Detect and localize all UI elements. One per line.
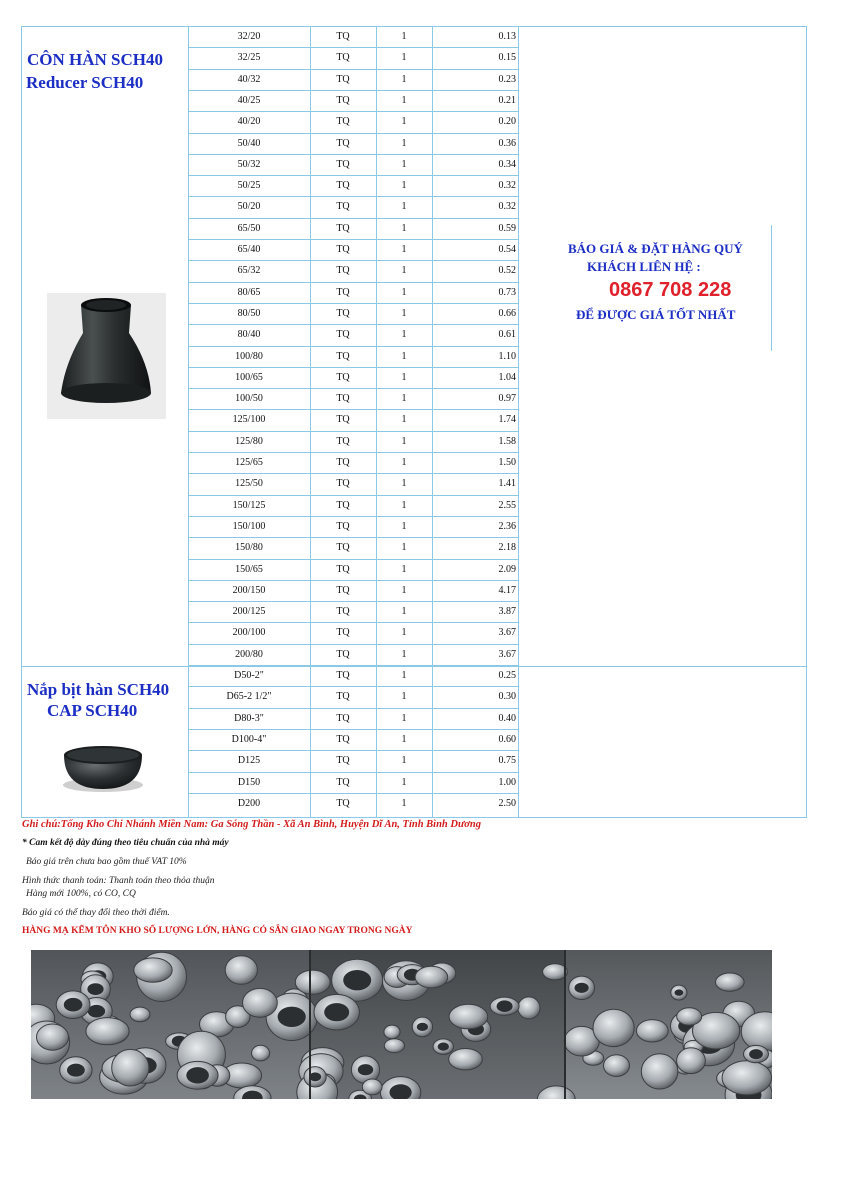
- weight-cell: 2.55: [498, 500, 516, 511]
- weight-cell: 2.50: [498, 798, 516, 809]
- weight-cell: 2.09: [498, 564, 516, 575]
- fitting-opening: [749, 1049, 763, 1059]
- weight-cell: 0.13: [498, 31, 516, 42]
- size-cell: 100/80: [235, 351, 263, 362]
- reducer-subtitle: Reducer SCH40: [26, 73, 144, 92]
- origin-cell: TQ: [336, 116, 350, 127]
- origin-cell: TQ: [336, 372, 350, 383]
- size-cell: D65-2 1/2": [226, 691, 272, 702]
- qty-cell: 1: [401, 713, 407, 724]
- weight-cell: 1.74: [498, 414, 516, 425]
- fitting-opening: [67, 1064, 85, 1077]
- fitting-shape: [384, 1025, 400, 1039]
- qty-cell: 1: [401, 414, 407, 425]
- fitting-opening: [324, 1003, 349, 1021]
- qty-cell: 1: [401, 521, 407, 532]
- fitting-opening: [675, 989, 684, 995]
- origin-cell: TQ: [336, 734, 350, 745]
- weight-cell: 1.50: [498, 457, 516, 468]
- origin-cell: TQ: [336, 627, 350, 638]
- size-cell: 50/40: [237, 138, 261, 149]
- fitting-opening: [87, 983, 103, 995]
- origin-cell: TQ: [336, 436, 350, 447]
- fitting-shape: [604, 1055, 630, 1077]
- size-cell: D150: [237, 777, 261, 788]
- weight-cell: 0.20: [498, 116, 516, 127]
- size-cell: 150/100: [232, 521, 266, 532]
- size-cell: 150/65: [235, 564, 263, 575]
- weight-cell: 0.60: [498, 734, 516, 745]
- size-cell: 125/80: [235, 436, 263, 447]
- weight-cell: 0.61: [498, 329, 516, 340]
- qty-cell: 1: [401, 755, 407, 766]
- weight-cell: 0.36: [498, 138, 516, 149]
- fitting-shape: [449, 1049, 483, 1070]
- qty-cell: 1: [401, 478, 407, 489]
- weight-cell: 2.36: [498, 521, 516, 532]
- fitting-shape: [593, 1009, 634, 1046]
- qty-cell: 1: [401, 31, 407, 42]
- origin-cell: TQ: [336, 414, 350, 425]
- qty-cell: 1: [401, 649, 407, 660]
- fitting-opening: [497, 1000, 513, 1012]
- qty-cell: 1: [401, 138, 407, 149]
- origin-cell: TQ: [336, 564, 350, 575]
- size-cell: 100/65: [235, 372, 263, 383]
- black-steel-reducer-icon: [47, 293, 166, 419]
- size-cell: 50/25: [237, 180, 261, 191]
- cap-title: Nắp bịt hàn SCH40: [27, 680, 170, 699]
- origin-cell: TQ: [336, 351, 350, 362]
- qty-cell: 1: [401, 777, 407, 788]
- size-cell: 125/100: [232, 414, 266, 425]
- origin-cell: TQ: [336, 287, 350, 298]
- origin-cell: TQ: [336, 649, 350, 660]
- contact-line1: BÁO GIÁ & ĐẶT HÀNG QUÝ: [568, 241, 743, 256]
- origin-cell: TQ: [336, 180, 350, 191]
- size-cell: 50/20: [237, 201, 261, 212]
- weight-cell: 0.34: [498, 159, 516, 170]
- qty-cell: 1: [401, 734, 407, 745]
- new-goods-note: Hàng mới 100%, có CO, CQ: [26, 889, 136, 899]
- fitting-shape: [415, 966, 448, 988]
- fitting-shape: [384, 1039, 404, 1053]
- fitting-shape: [112, 1049, 149, 1086]
- origin-cell: TQ: [336, 798, 350, 809]
- origin-cell: TQ: [336, 777, 350, 788]
- size-cell: 65/40: [237, 244, 261, 255]
- qty-cell: 1: [401, 691, 407, 702]
- origin-cell: TQ: [336, 138, 350, 149]
- fitting-shape: [37, 1024, 69, 1050]
- size-cell: 65/50: [237, 223, 261, 234]
- size-cell: 80/40: [237, 329, 261, 340]
- qty-cell: 1: [401, 351, 407, 362]
- origin-cell: TQ: [336, 31, 350, 42]
- origin-cell: TQ: [336, 159, 350, 170]
- size-cell: 125/65: [235, 457, 263, 468]
- origin-cell: TQ: [336, 201, 350, 212]
- weight-cell: 3.87: [498, 606, 516, 617]
- weight-cell: 1.10: [498, 351, 516, 362]
- fitting-opening: [438, 1043, 449, 1051]
- fitting-shape: [636, 1020, 668, 1042]
- fitting-shape: [225, 956, 257, 985]
- weight-cell: 0.15: [498, 52, 516, 63]
- weight-cell: 0.52: [498, 265, 516, 276]
- origin-cell: TQ: [336, 670, 350, 681]
- qty-cell: 1: [401, 265, 407, 276]
- qty-cell: 1: [401, 180, 407, 191]
- origin-cell: TQ: [336, 691, 350, 702]
- payment-note: Hình thức thanh toán: Thanh toán theo thỏa thuận: [22, 876, 215, 886]
- size-cell: D200: [237, 798, 261, 809]
- fitting-opening: [343, 970, 371, 990]
- fitting-shape: [543, 964, 568, 980]
- fitting-shape: [295, 970, 330, 994]
- size-cell: 40/20: [237, 116, 261, 127]
- weight-cell: 0.21: [498, 95, 516, 106]
- qty-cell: 1: [401, 500, 407, 511]
- weight-cell: 1.41: [498, 478, 516, 489]
- origin-cell: TQ: [336, 329, 350, 340]
- qty-cell: 1: [401, 457, 407, 468]
- size-cell: D80-3": [234, 713, 264, 724]
- fitting-shape: [677, 1008, 702, 1025]
- qty-cell: 1: [401, 542, 407, 553]
- weight-cell: 0.97: [498, 393, 516, 404]
- size-cell: 50/32: [237, 159, 261, 170]
- origin-cell: TQ: [336, 244, 350, 255]
- contact-phone[interactable]: 0867 708 228: [609, 279, 732, 301]
- fitting-shape: [86, 1018, 129, 1045]
- weight-cell: 1.58: [498, 436, 516, 447]
- black-steel-cap-icon: [58, 737, 148, 795]
- qty-cell: 1: [401, 287, 407, 298]
- size-cell: 200/125: [232, 606, 266, 617]
- fitting-opening: [575, 983, 589, 993]
- reducer-title: CÔN HÀN SCH40: [27, 50, 164, 69]
- qty-cell: 1: [401, 372, 407, 383]
- fitting-shape: [449, 1004, 488, 1029]
- origin-cell: TQ: [336, 755, 350, 766]
- qty-cell: 1: [401, 52, 407, 63]
- qty-cell: 1: [401, 244, 407, 255]
- qty-cell: 1: [401, 223, 407, 234]
- weight-cell: 0.75: [498, 755, 516, 766]
- origin-cell: TQ: [336, 606, 350, 617]
- size-cell: D100-4": [231, 734, 267, 745]
- fitting-opening: [278, 1007, 306, 1027]
- origin-cell: TQ: [336, 308, 350, 319]
- cap-subtitle: CAP SCH40: [47, 701, 138, 720]
- origin-cell: TQ: [336, 478, 350, 489]
- weight-cell: 4.17: [498, 585, 516, 596]
- size-cell: D125: [237, 755, 261, 766]
- stock-banner: HÀNG MẠ KẼM TÔN KHO SỐ LƯỢNG LỚN, HÀNG CÓ SẴN GIAO NGAY TRONG NGÀY: [22, 926, 413, 936]
- origin-cell: TQ: [336, 542, 350, 553]
- qty-cell: 1: [401, 393, 407, 404]
- fitting-shape: [252, 1045, 270, 1061]
- fitting-shape: [722, 1061, 771, 1095]
- weight-cell: 0.59: [498, 223, 516, 234]
- qty-cell: 1: [401, 670, 407, 681]
- origin-cell: TQ: [336, 393, 350, 404]
- weight-cell: 0.40: [498, 713, 516, 724]
- weight-cell: 0.32: [498, 201, 516, 212]
- cap-photo: [58, 737, 148, 795]
- size-cell: 80/65: [237, 287, 261, 298]
- size-cell: 125/50: [235, 478, 263, 489]
- qty-cell: 1: [401, 74, 407, 85]
- fitting-shape: [716, 973, 745, 991]
- warehouse-photo: [31, 950, 772, 1099]
- weight-cell: 0.66: [498, 308, 516, 319]
- origin-cell: TQ: [336, 521, 350, 532]
- origin-cell: TQ: [336, 223, 350, 234]
- fitting-opening: [64, 998, 83, 1012]
- origin-cell: TQ: [336, 95, 350, 106]
- qty-cell: 1: [401, 606, 407, 617]
- fitting-opening: [358, 1064, 373, 1075]
- weight-cell: 0.73: [498, 287, 516, 298]
- origin-cell: TQ: [336, 265, 350, 276]
- weight-cell: 0.23: [498, 74, 516, 85]
- contact-line2: KHÁCH LIÊN HỆ :: [587, 259, 701, 274]
- weight-cell: 0.25: [498, 670, 516, 681]
- weight-cell: 2.18: [498, 542, 516, 553]
- size-cell: D50-2": [234, 670, 264, 681]
- fitting-shape: [134, 958, 172, 982]
- origin-cell: TQ: [336, 713, 350, 724]
- fitting-shape: [362, 1079, 382, 1095]
- price-change-note: Báo giá có thể thay đổi theo thời điểm.: [22, 908, 170, 918]
- fitting-shape: [677, 1048, 706, 1074]
- weight-cell: 0.30: [498, 691, 516, 702]
- size-cell: 65/32: [237, 265, 261, 276]
- origin-cell: TQ: [336, 457, 350, 468]
- qty-cell: 1: [401, 585, 407, 596]
- size-cell: 200/80: [235, 649, 263, 660]
- origin-cell: TQ: [336, 74, 350, 85]
- origin-cell: TQ: [336, 585, 350, 596]
- fitting-shape: [130, 1007, 150, 1022]
- qty-cell: 1: [401, 564, 407, 575]
- weight-cell: 1.00: [498, 777, 516, 788]
- weight-cell: 0.32: [498, 180, 516, 191]
- size-cell: 200/100: [232, 627, 266, 638]
- size-cell: 40/25: [237, 95, 261, 106]
- warehouse-note: Ghi chú:Tổng Kho Chi Nhánh Miền Nam: Ga Sóng Thần - Xã An Bình, Huyện Dĩ An, Tỉnh Bình Dương: [22, 819, 481, 830]
- size-cell: 150/80: [235, 542, 263, 553]
- qty-cell: 1: [401, 95, 407, 106]
- fitting-shape: [518, 997, 540, 1019]
- size-cell: 200/150: [232, 585, 266, 596]
- qty-cell: 1: [401, 329, 407, 340]
- size-cell: 40/32: [237, 74, 261, 85]
- qty-cell: 1: [401, 627, 407, 638]
- reducer-photo: [47, 293, 166, 419]
- qty-cell: 1: [401, 201, 407, 212]
- size-cell: 80/50: [237, 308, 261, 319]
- size-cell: 32/25: [237, 52, 261, 63]
- size-cell: 32/20: [237, 31, 261, 42]
- qty-cell: 1: [401, 308, 407, 319]
- qty-cell: 1: [401, 116, 407, 127]
- vat-note: Báo giá trên chưa bao gồm thuế VAT 10%: [26, 857, 187, 867]
- weight-cell: 0.54: [498, 244, 516, 255]
- qty-cell: 1: [401, 436, 407, 447]
- weight-cell: 3.67: [498, 627, 516, 638]
- weight-cell: 1.04: [498, 372, 516, 383]
- origin-cell: TQ: [336, 52, 350, 63]
- contact-line3: ĐỂ ĐƯỢC GIÁ TỐT NHẤT: [576, 307, 736, 322]
- commitment-note: * Cam kết độ dày đúng theo tiêu chuẩn của nhà máy: [22, 838, 229, 848]
- fitting-shape: [243, 988, 278, 1017]
- fitting-opening: [186, 1067, 209, 1083]
- qty-cell: 1: [401, 798, 407, 809]
- fitting-shape: [641, 1054, 678, 1089]
- size-cell: 100/50: [235, 393, 263, 404]
- fitting-opening: [417, 1023, 428, 1031]
- qty-cell: 1: [401, 159, 407, 170]
- weight-cell: 3.67: [498, 649, 516, 660]
- origin-cell: TQ: [336, 500, 350, 511]
- size-cell: 150/125: [232, 500, 266, 511]
- galvanized-fittings-stockpile-icon: [31, 950, 772, 1099]
